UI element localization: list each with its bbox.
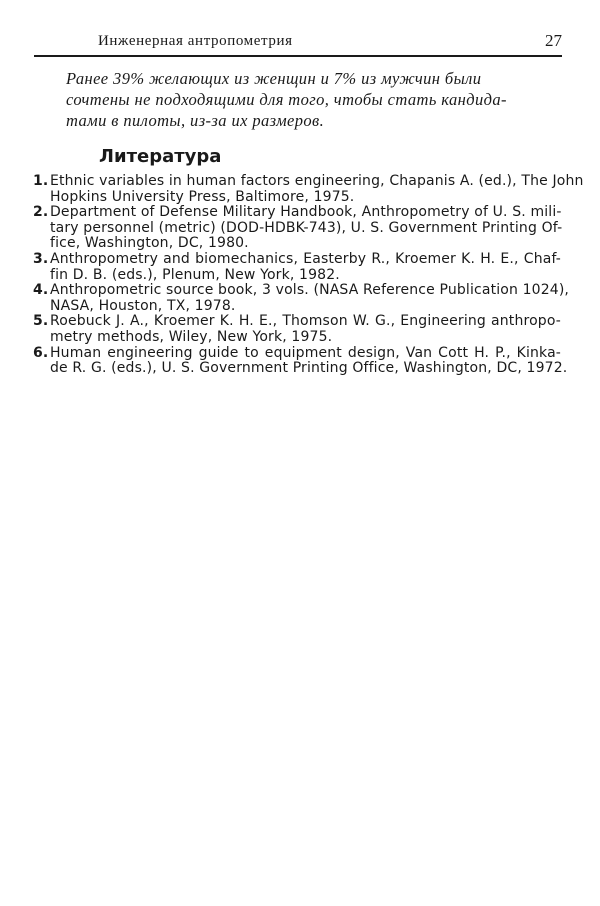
intro-line: Ранее 39% желающих из женщин и 7% из мужчин были	[66, 69, 482, 88]
reference-line: Human engineering guide to equipment design, Van Cott H. P., Kinka-	[50, 344, 561, 361]
references-list	[33, 173, 584, 377]
reference-line: Ethnic variables in human factors engineering, Chapanis A. (ed.), The John	[50, 173, 584, 189]
reference-item	[33, 205, 561, 252]
reference-item	[33, 314, 561, 345]
reference-number: 6.	[33, 344, 49, 361]
reference-line: fice, Washington, DC, 1980.	[50, 235, 249, 252]
reference-number: 2.	[33, 204, 49, 221]
reference-line: Anthropometry and biomechanics, Easterby R., Kroemer K. H. E., Chaf-	[50, 250, 561, 267]
reference-line: NASA, Houston, TX, 1978.	[50, 297, 236, 314]
reference-item	[33, 173, 584, 205]
reference-line: fin D. B. (eds.), Plenum, New York, 1982.	[50, 266, 340, 283]
reference-line: Hopkins University Press, Baltimore, 1975.	[50, 188, 355, 205]
reference-number: 4.	[33, 282, 49, 299]
reference-line: Roebuck J. A., Kroemer K. H. E., Thomson W. G., Engineering anthropo-	[50, 313, 561, 330]
intro-line: сочтены не подходящими для того, чтобы стать кандида-	[66, 90, 507, 109]
intro-paragraph	[66, 68, 566, 131]
reference-number: 1.	[33, 173, 49, 189]
reference-line: metry methods, Wiley, New York, 1975.	[50, 328, 333, 345]
reference-line: tary personnel (metric) (DOD-HDBK-743), U. S. Government Printing Of-	[50, 219, 563, 236]
reference-item	[33, 344, 568, 377]
reference-number: 3.	[33, 250, 49, 267]
reference-item	[33, 282, 570, 314]
reference-item	[33, 252, 561, 283]
reference-number: 5.	[33, 313, 49, 330]
reference-line: Department of Defense Military Handbook, Anthropometry of U. S. mili-	[50, 204, 562, 221]
reference-line: Anthropometric source book, 3 vols. (NASA Reference Publication 1024),	[50, 282, 570, 299]
running-header-title: Инженерная антропометрия	[98, 33, 293, 49]
reference-line: de R. G. (eds.), U. S. Government Printing Office, Washington, DC, 1972.	[50, 360, 568, 377]
references-heading: Литература	[99, 146, 222, 167]
running-header	[34, 33, 562, 57]
intro-line: тами в пилоты, из-за их размеров.	[66, 111, 325, 130]
page-number: 27	[545, 31, 562, 50]
